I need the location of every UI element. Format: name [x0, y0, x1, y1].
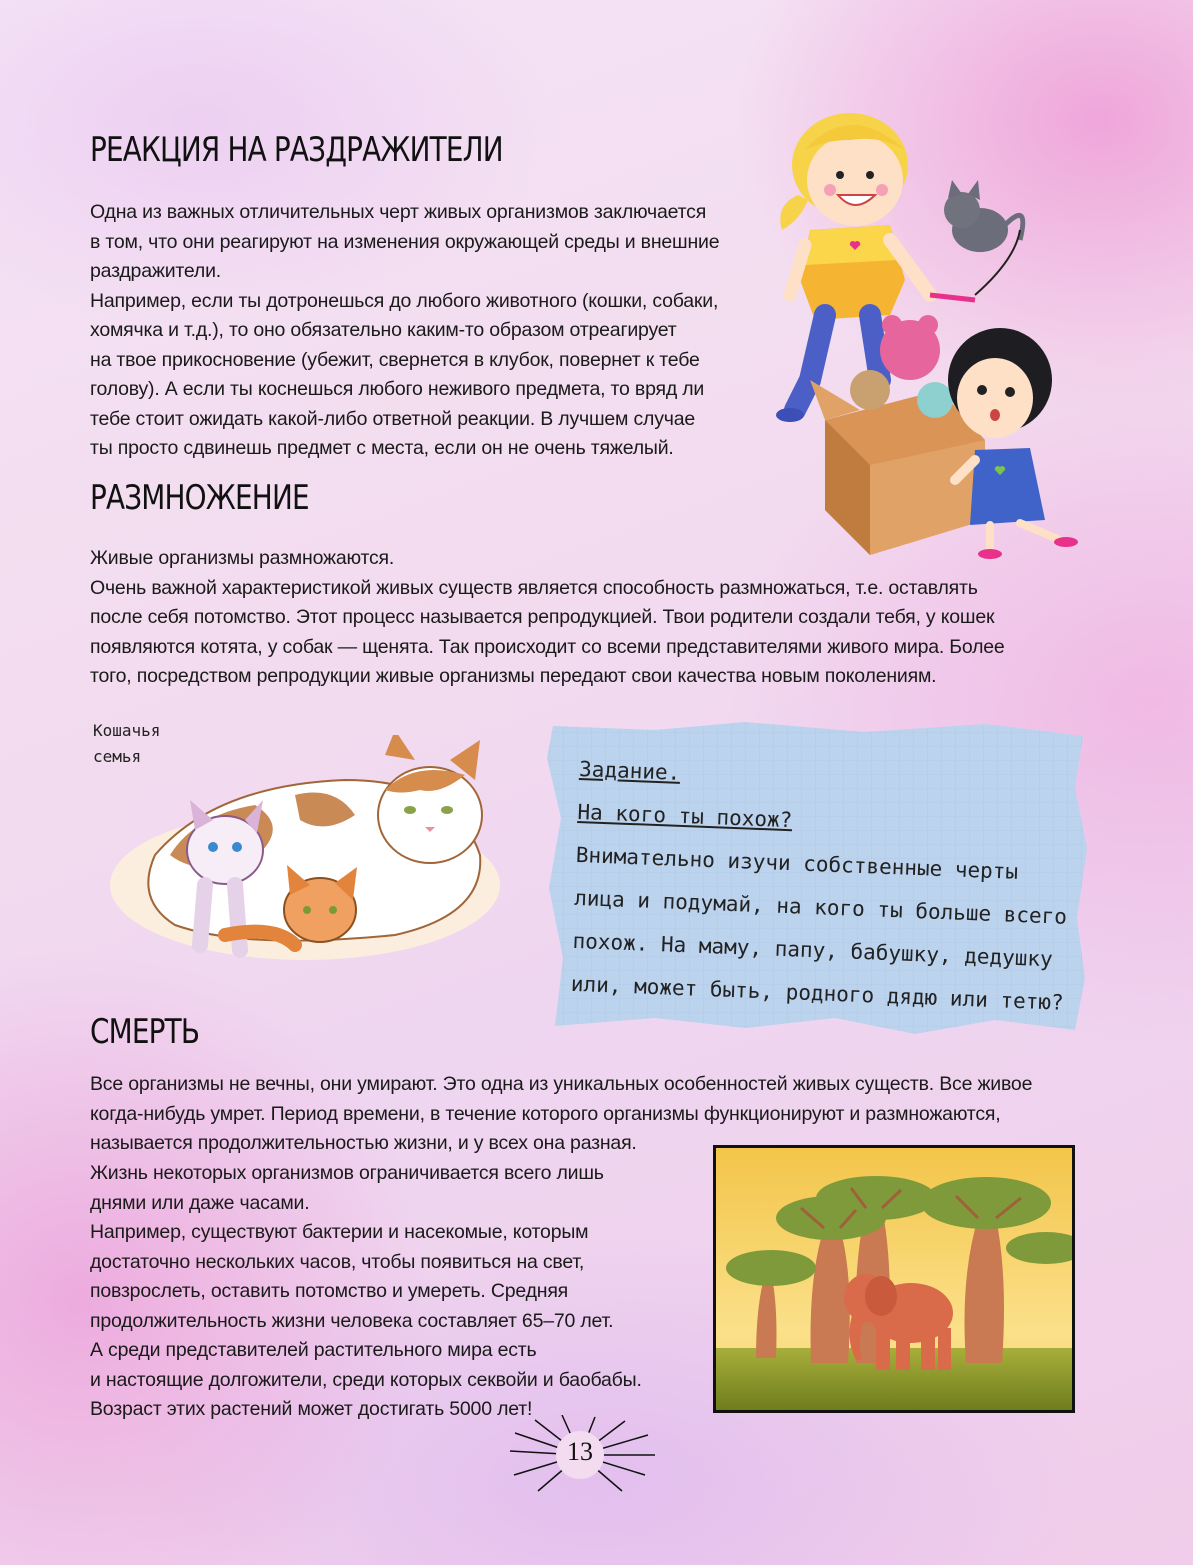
task-title: Задание.: [578, 756, 681, 785]
text-line: Например, существуют бактерии и насекомые, которым: [90, 1221, 589, 1243]
text-line: в том, что они реагируют на изменения окружающей среды и внешние: [90, 230, 720, 253]
children-illustration: [770, 80, 1100, 570]
gray-cat-figure: [944, 180, 1023, 295]
text-line: тебе стоит ожидать какой-либо ответной реакции. В лучшем случае: [90, 407, 696, 430]
task-line: Внимательно изучи собственные черты: [575, 842, 1019, 884]
reproduction-paragraph: [90, 544, 1120, 692]
text-line: голову). А если ты коснешься любого неживого предмета, то вряд ли: [90, 378, 705, 400]
text-line: Например, если ты дотронешься до любого животного (кошки, собаки,: [90, 289, 719, 312]
text-line: продолжительность жизни человека составляет 65–70 лет.: [90, 1309, 614, 1332]
text-line: А среди представителей растительного мира есть: [90, 1339, 537, 1361]
text-line: после себя потомство. Этот процесс называется репродукцией. Твои родители создали тебя, у кошек: [90, 606, 995, 628]
reaction-paragraph: [90, 198, 790, 464]
baobab-scene: [716, 1148, 1072, 1410]
baobab-elephant-photo: [713, 1145, 1075, 1413]
task-line: похож. На маму, папу, бабушку, дедушку: [572, 928, 1054, 972]
text-line: появляются котята, у собак — щенята. Так происходит со всеми представителями живого мира. Более: [90, 635, 1005, 658]
task-text: [570, 748, 1073, 1025]
task-note: [535, 718, 1095, 1038]
heading-reproduction: РАЗМНОЖЕНИЕ: [90, 478, 309, 518]
task-line: лица и подумай, на кого ты больше всего: [573, 885, 1068, 929]
text-line: хомячка и т.д.), то оно обязательно каким-то образом отреагирует: [90, 319, 677, 341]
task-line: или, может быть, родного дядю или тетю?: [570, 971, 1065, 1015]
page-number-badge: [500, 1415, 660, 1495]
text-line: раздражители.: [90, 260, 221, 282]
text-line: Одна из важных отличительных черт живых организмов заключается: [90, 201, 707, 223]
text-line: Очень важной характеристикой живых существ является способность размножаться, т.е. оставлять: [90, 576, 978, 599]
text-line: достаточно нескольких часов, чтобы появиться на свет,: [90, 1250, 585, 1273]
text-line: и настоящие долгожители, среди которых секвойи и баобабы.: [90, 1368, 642, 1391]
heading-death: СМЕРТЬ: [90, 1012, 200, 1052]
task-question: На кого ты похож?: [577, 799, 793, 833]
text-line: называется продолжительностью жизни, и у всех она разная.: [90, 1132, 637, 1154]
text-line: когда-нибудь умрет. Период времени, в течение которого организмы функционируют и размножаются,: [90, 1102, 1001, 1125]
text-line: на твое прикосновение (убежит, свернется в клубок, повернет к тебе: [90, 348, 700, 371]
page-number: 13: [567, 1437, 593, 1466]
cat-family-illustration: [95, 735, 515, 985]
text-line: Возраст этих растений может достигать 5000 лет!: [90, 1398, 533, 1420]
cat-caption-line: Кошачья: [93, 721, 161, 740]
text-line: ты просто сдвинешь предмет с места, если он не очень тяжелый.: [90, 437, 674, 459]
text-line: Все организмы не вечны, они умирают. Это одна из уникальных особенностей живых существ. Все живое: [90, 1073, 1033, 1095]
heading-reaction: РЕАКЦИЯ НА РАЗДРАЖИТЕЛИ: [90, 130, 503, 170]
cat-caption-line: семья: [93, 747, 142, 766]
text-line: днями или даже часами.: [90, 1191, 310, 1214]
death-paragraph-narrow: [90, 1159, 690, 1425]
text-line: повзрослеть, оставить потомство и умереть. Средняя: [90, 1280, 569, 1302]
text-line: Жизнь некоторых организмов ограничивается всего лишь: [90, 1162, 604, 1184]
text-line: того, посредством репродукции живые организмы передают свои качества новым поколениям.: [90, 665, 937, 687]
text-line: Живые организмы размножаются.: [90, 547, 395, 569]
